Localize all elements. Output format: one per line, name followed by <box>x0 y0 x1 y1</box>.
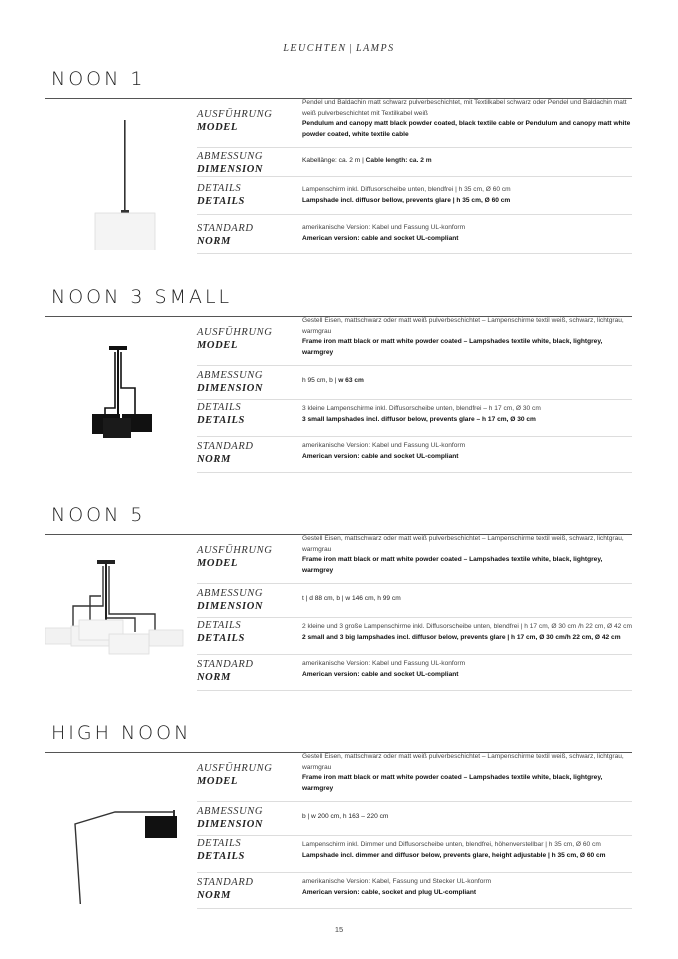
product-image <box>45 318 195 468</box>
row-norm <box>197 215 632 254</box>
product-title: NOON 3 SMALL <box>51 286 233 308</box>
model-de: Gestell Eisen, mattschwarz oder matt weiß pulverbeschichtet – Lampenschirme textil weiß, schwarz, lichtgrau, warmgrau <box>302 753 624 771</box>
norm-de: amerikanische Version: Kabel und Fassung UL-konform <box>302 442 466 449</box>
label-norm-de: STANDARD <box>197 877 254 888</box>
norm-en: American version: cable and socket UL-compliant <box>302 670 459 678</box>
details-de: Lampenschirm inkl. Dimmer und Diffusorscheibe unten, blendfrei, höhenverstellbar | h 35 cm, Ø 60 cm <box>302 841 601 848</box>
row-dimension <box>197 148 632 177</box>
label-norm-en: NORM <box>197 889 231 901</box>
label-details-de: DETAILS <box>197 183 242 194</box>
label-norm-de: STANDARD <box>197 441 254 452</box>
product-image <box>45 754 195 904</box>
dim-en: w 63 cm <box>338 377 364 384</box>
dim-de: h 95 cm, b | <box>302 377 337 384</box>
model-de: Gestell Eisen, mattschwarz oder matt weiß pulverbeschichtet – Lampenschirme textil weiß, schwarz, lichtgrau, warmgrau <box>302 535 624 553</box>
details-en: 2 small and 3 big lampshades incl. diffusor below, prevents glare | h 17 cm, Ø 30 cm/h 22 cm, Ø 42 cm <box>302 633 621 641</box>
details-de: 3 kleine Lampenschirme inkl. Diffusorscheibe unten, blendfrei – h 17 cm, Ø 30 cm <box>302 405 541 412</box>
norm-de: amerikanische Version: Kabel und Fassung UL-konform <box>302 224 466 231</box>
dim-de: t | d 88 cm, b | w 146 cm, h 99 cm <box>302 595 401 602</box>
label-model-en: MODEL <box>197 775 238 787</box>
model-en: Frame iron matt black or matt white powder coated – Lampshades textile white, black, lightgrey, warmgrey <box>302 338 603 356</box>
product-title: HIGH NOON <box>51 722 192 744</box>
row-norm <box>197 437 632 473</box>
row-model <box>197 537 632 584</box>
details-de: 2 kleine und 3 große Lampenschirme inkl. Diffusorscheibe unten, blendfrei | h 17 cm, Ø 30 cm /h 22 cm, Ø 42 cm <box>302 623 632 630</box>
label-details-en: DETAILS <box>197 195 245 207</box>
norm-en: American version: cable and socket UL-compliant <box>302 234 459 242</box>
row-dimension <box>197 802 632 836</box>
dim-de: b | w 200 cm, h 163 – 220 cm <box>302 813 389 820</box>
row-model <box>197 101 632 148</box>
label-details-en: DETAILS <box>197 414 245 426</box>
page-number: 15 <box>334 925 344 934</box>
norm-de: amerikanische Version: Kabel und Fassung UL-konform <box>302 660 466 667</box>
product-image <box>45 100 195 250</box>
product-section <box>45 722 632 922</box>
row-details <box>197 836 632 873</box>
header-right: LAMPS <box>356 43 395 54</box>
label-dim-de: ABMESSUNG <box>197 588 264 599</box>
label-details-de: DETAILS <box>197 838 242 849</box>
product-title: NOON 5 <box>51 504 146 526</box>
label-norm-de: STANDARD <box>197 659 254 670</box>
label-norm-en: NORM <box>197 453 231 465</box>
label-model-en: MODEL <box>197 121 238 133</box>
label-norm-en: NORM <box>197 671 231 683</box>
label-dim-de: ABMESSUNG <box>197 806 264 817</box>
product-section <box>45 68 632 268</box>
label-details-de: DETAILS <box>197 402 242 413</box>
label-model-de: AUSFÜHRUNG <box>197 545 273 556</box>
product-section <box>45 286 632 486</box>
model-en: Pendulum and canopy matt black powder coated, black textile cable or Pendulum and canopy matt white powder coated, white textile cable <box>302 120 631 138</box>
label-model-de: AUSFÜHRUNG <box>197 327 273 338</box>
label-details-de: DETAILS <box>197 620 242 631</box>
details-en: 3 small lampshades incl. diffusor below, prevents glare – h 17 cm, Ø 30 cm <box>302 415 536 423</box>
row-details <box>197 400 632 437</box>
details-en: Lampshade incl. dimmer and diffusor below, prevents glare, height adjustable | h 35 cm, Ø 60 cm <box>302 851 606 859</box>
label-model-de: AUSFÜHRUNG <box>197 763 273 774</box>
label-model-en: MODEL <box>197 339 238 351</box>
label-dim-de: ABMESSUNG <box>197 151 264 162</box>
page-header: LEUCHTEN | LAMPS <box>283 43 395 54</box>
product-section <box>45 504 632 704</box>
model-de: Gestell Eisen, mattschwarz oder matt weiß pulverbeschichtet – Lampenschirme textil weiß, schwarz, lichtgrau, warmgrau <box>302 317 624 335</box>
label-details-en: DETAILS <box>197 850 245 862</box>
label-dim-en: DIMENSION <box>197 382 264 394</box>
norm-en: American version: cable and socket UL-compliant <box>302 452 459 460</box>
model-en: Frame iron matt black or matt white powder coated – Lampshades textile white, black, lightgrey, warmgrey <box>302 774 603 792</box>
label-norm-en: NORM <box>197 235 231 247</box>
label-details-en: DETAILS <box>197 632 245 644</box>
dim-de: Kabellänge: ca. 2 m | <box>302 157 364 164</box>
label-norm-de: STANDARD <box>197 223 254 234</box>
norm-en: American version: cable, socket and plug UL-compliant <box>302 888 477 896</box>
row-details <box>197 618 632 655</box>
norm-de: amerikanische Version: Kabel, Fassung und Stecker UL-konform <box>302 878 492 885</box>
label-dim-de: ABMESSUNG <box>197 370 264 381</box>
label-model-de: AUSFÜHRUNG <box>197 109 273 120</box>
product-title: NOON 1 <box>51 68 146 90</box>
label-dim-en: DIMENSION <box>197 163 264 175</box>
row-model <box>197 755 632 802</box>
row-dimension <box>197 584 632 618</box>
product-image <box>45 536 195 686</box>
row-model <box>197 319 632 366</box>
model-de: Pendel und Baldachin matt schwarz pulverbeschichtet, mit Textilkabel schwarz oder Pendel und Baldachin matt weiß pulverbeschichtet mit Textilkabel weiß <box>302 99 627 117</box>
dim-en: Cable length: ca. 2 m <box>365 157 432 164</box>
label-model-en: MODEL <box>197 557 238 569</box>
row-dimension <box>197 366 632 400</box>
model-en: Frame iron matt black or matt white powder coated – Lampshades textile white, black, lightgrey, warmgrey <box>302 556 603 574</box>
row-norm <box>197 655 632 691</box>
details-en: Lampshade incl. diffusor bellow, prevents glare | h 35 cm, Ø 60 cm <box>302 196 511 204</box>
label-dim-en: DIMENSION <box>197 600 264 612</box>
label-dim-en: DIMENSION <box>197 818 264 830</box>
row-details <box>197 177 632 215</box>
details-de: Lampenschirm inkl. Diffusorscheibe unten, blendfrei | h 35 cm, Ø 60 cm <box>302 186 511 193</box>
header-left: LEUCHTEN <box>283 43 347 54</box>
row-norm <box>197 873 632 909</box>
